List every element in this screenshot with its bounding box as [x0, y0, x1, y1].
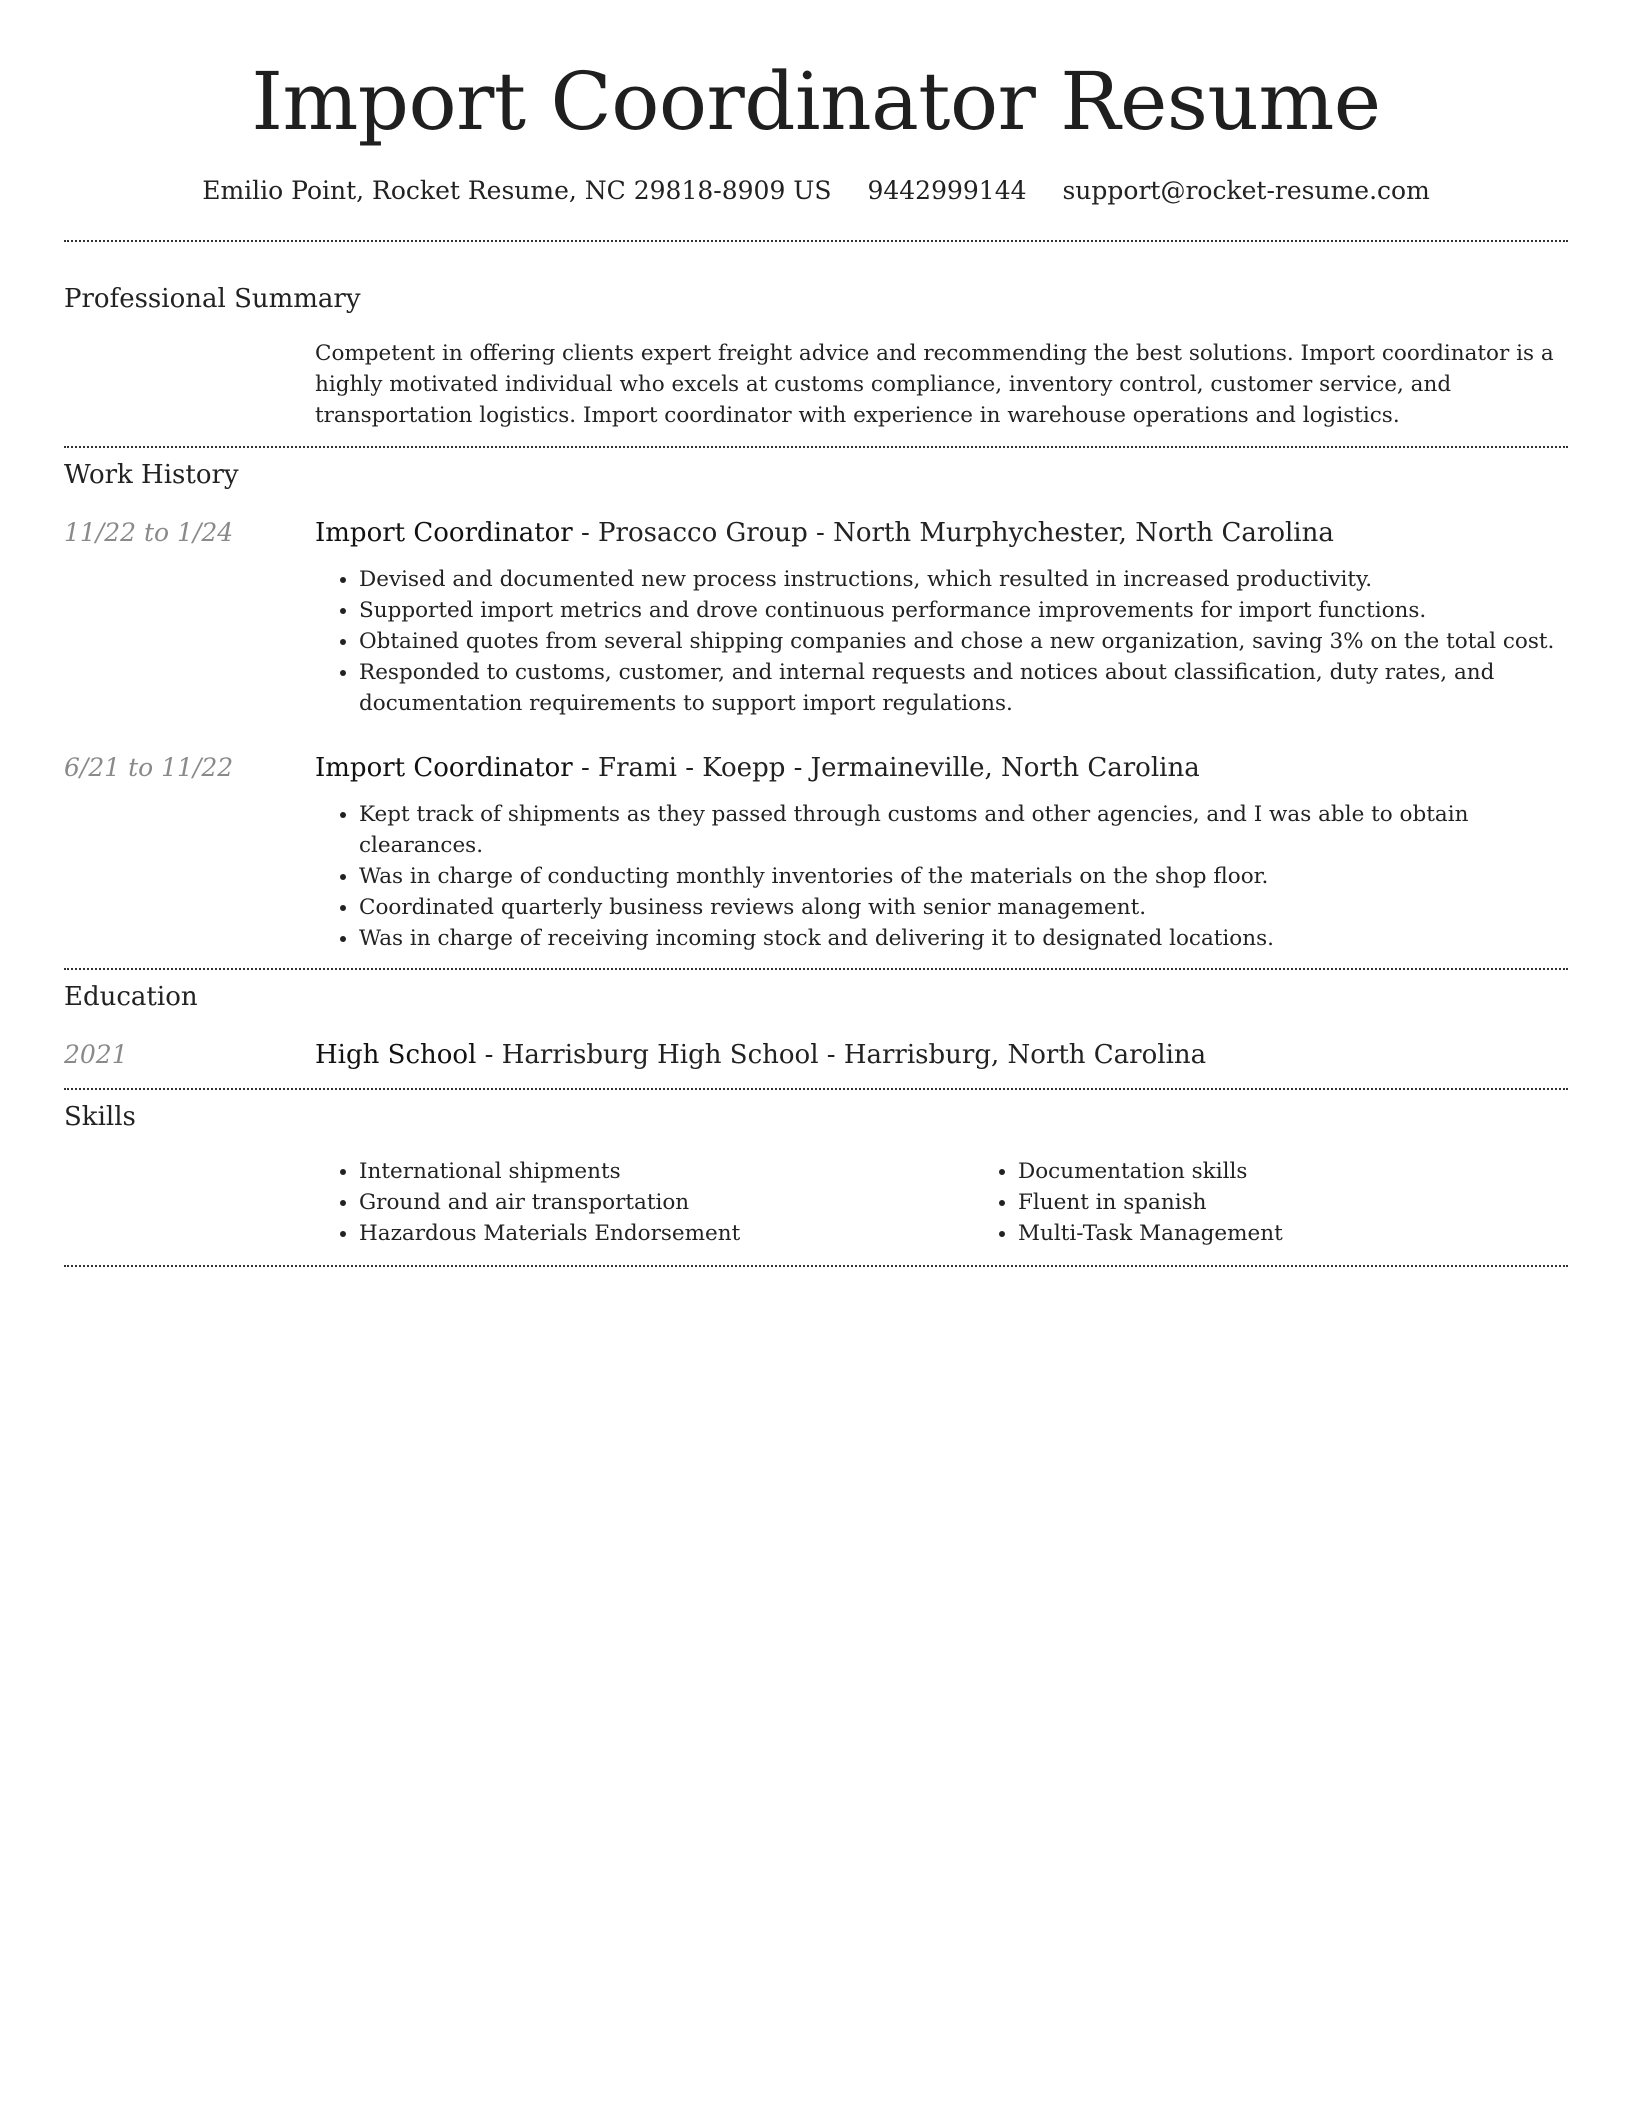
- job-role: Import Coordinator: [315, 753, 573, 783]
- list-item: • Ground and air transportation: [359, 1187, 974, 1218]
- skills-spacer: [64, 1156, 315, 1249]
- list-item: • Devised and documented new process instructions, which resulted in increased productivity.: [359, 564, 1568, 595]
- divider: [64, 1088, 1568, 1090]
- education-heading: Education: [64, 982, 198, 1012]
- divider: [64, 240, 1568, 242]
- list-item: • Multi-Task Management: [1018, 1218, 1632, 1249]
- list-item: • Was in charge of conducting monthly inventories of the materials on the shop floor.: [359, 861, 1568, 892]
- summary-text: Competent in offering clients expert freight advice and recommending the best solutions. Import coordinator is a highly motivated individual who excels at customs compliance, inventory control, customer service, and transportation logistics. Import coordinator with experience in warehouse operations and logistics.: [315, 341, 1554, 428]
- summary-section: [64, 284, 1568, 431]
- education-title: [315, 1040, 1568, 1070]
- skills-list-left: [315, 1156, 974, 1249]
- list-item: • Hazardous Materials Endorsement: [359, 1218, 974, 1249]
- divider: [64, 1265, 1568, 1267]
- job-bullets: [315, 799, 1568, 954]
- job-entry: [64, 753, 1568, 954]
- job-entry: [64, 518, 1568, 719]
- job-bullets: [315, 564, 1568, 719]
- summary-heading: Professional Summary: [64, 284, 361, 314]
- contact-email: support@rocket-resume.com: [1062, 176, 1430, 205]
- list-item: • Fluent in spanish: [1018, 1187, 1632, 1218]
- list-item: • Responded to customs, customer, and internal requests and notices about classification, duty rates, and documentation requirements to support import regulations.: [359, 657, 1568, 719]
- summary-spacer: [64, 338, 315, 431]
- list-item: • Was in charge of receiving incoming stock and delivering it to designated locations.: [359, 923, 1568, 954]
- job-detail: - Frami - Koepp - Jermaineville, North Carolina: [572, 753, 1200, 783]
- job-role: Import Coordinator: [315, 518, 573, 548]
- education-section: [64, 982, 1568, 1070]
- skills-list-right: [974, 1156, 1632, 1249]
- job-detail: - Prosacco Group - North Murphychester, North Carolina: [572, 518, 1334, 548]
- contact-phone: 9442999144: [867, 176, 1027, 205]
- page-title: Import Coordinator Resume: [251, 55, 1381, 148]
- list-item: • International shipments: [359, 1156, 974, 1187]
- list-item: • Kept track of shipments as they passed through customs and other agencies, and I was able to obtain clearances.: [359, 799, 1568, 861]
- skills-heading: Skills: [64, 1102, 136, 1132]
- resume-page: [64, 0, 1568, 1267]
- list-item: • Documentation skills: [1018, 1156, 1632, 1187]
- education-degree: High School: [315, 1040, 477, 1070]
- contact-address: Emilio Point, Rocket Resume, NC 29818-8909 US: [202, 176, 832, 205]
- job-dates: 11/22 to 1/24: [64, 518, 234, 547]
- work-section: [64, 460, 1568, 954]
- job-title: [315, 518, 1568, 548]
- list-item: • Coordinated quarterly business reviews along with senior management.: [359, 892, 1568, 923]
- job-dates: 6/21 to 11/22: [64, 753, 234, 782]
- education-year: 2021: [64, 1040, 128, 1069]
- skills-grid: [315, 1156, 1632, 1249]
- skills-section: [64, 1102, 1568, 1249]
- work-heading: Work History: [64, 460, 239, 490]
- list-item: • Obtained quotes from several shipping companies and chose a new organization, saving 3% on the total cost.: [359, 626, 1568, 657]
- list-item: • Supported import metrics and drove continuous performance improvements for import functions.: [359, 595, 1568, 626]
- job-title: [315, 753, 1568, 783]
- divider: [64, 968, 1568, 970]
- education-entry: [64, 1040, 1568, 1070]
- contact-line: [64, 176, 1568, 205]
- divider: [64, 446, 1568, 448]
- education-detail: - Harrisburg High School - Harrisburg, North Carolina: [476, 1040, 1207, 1070]
